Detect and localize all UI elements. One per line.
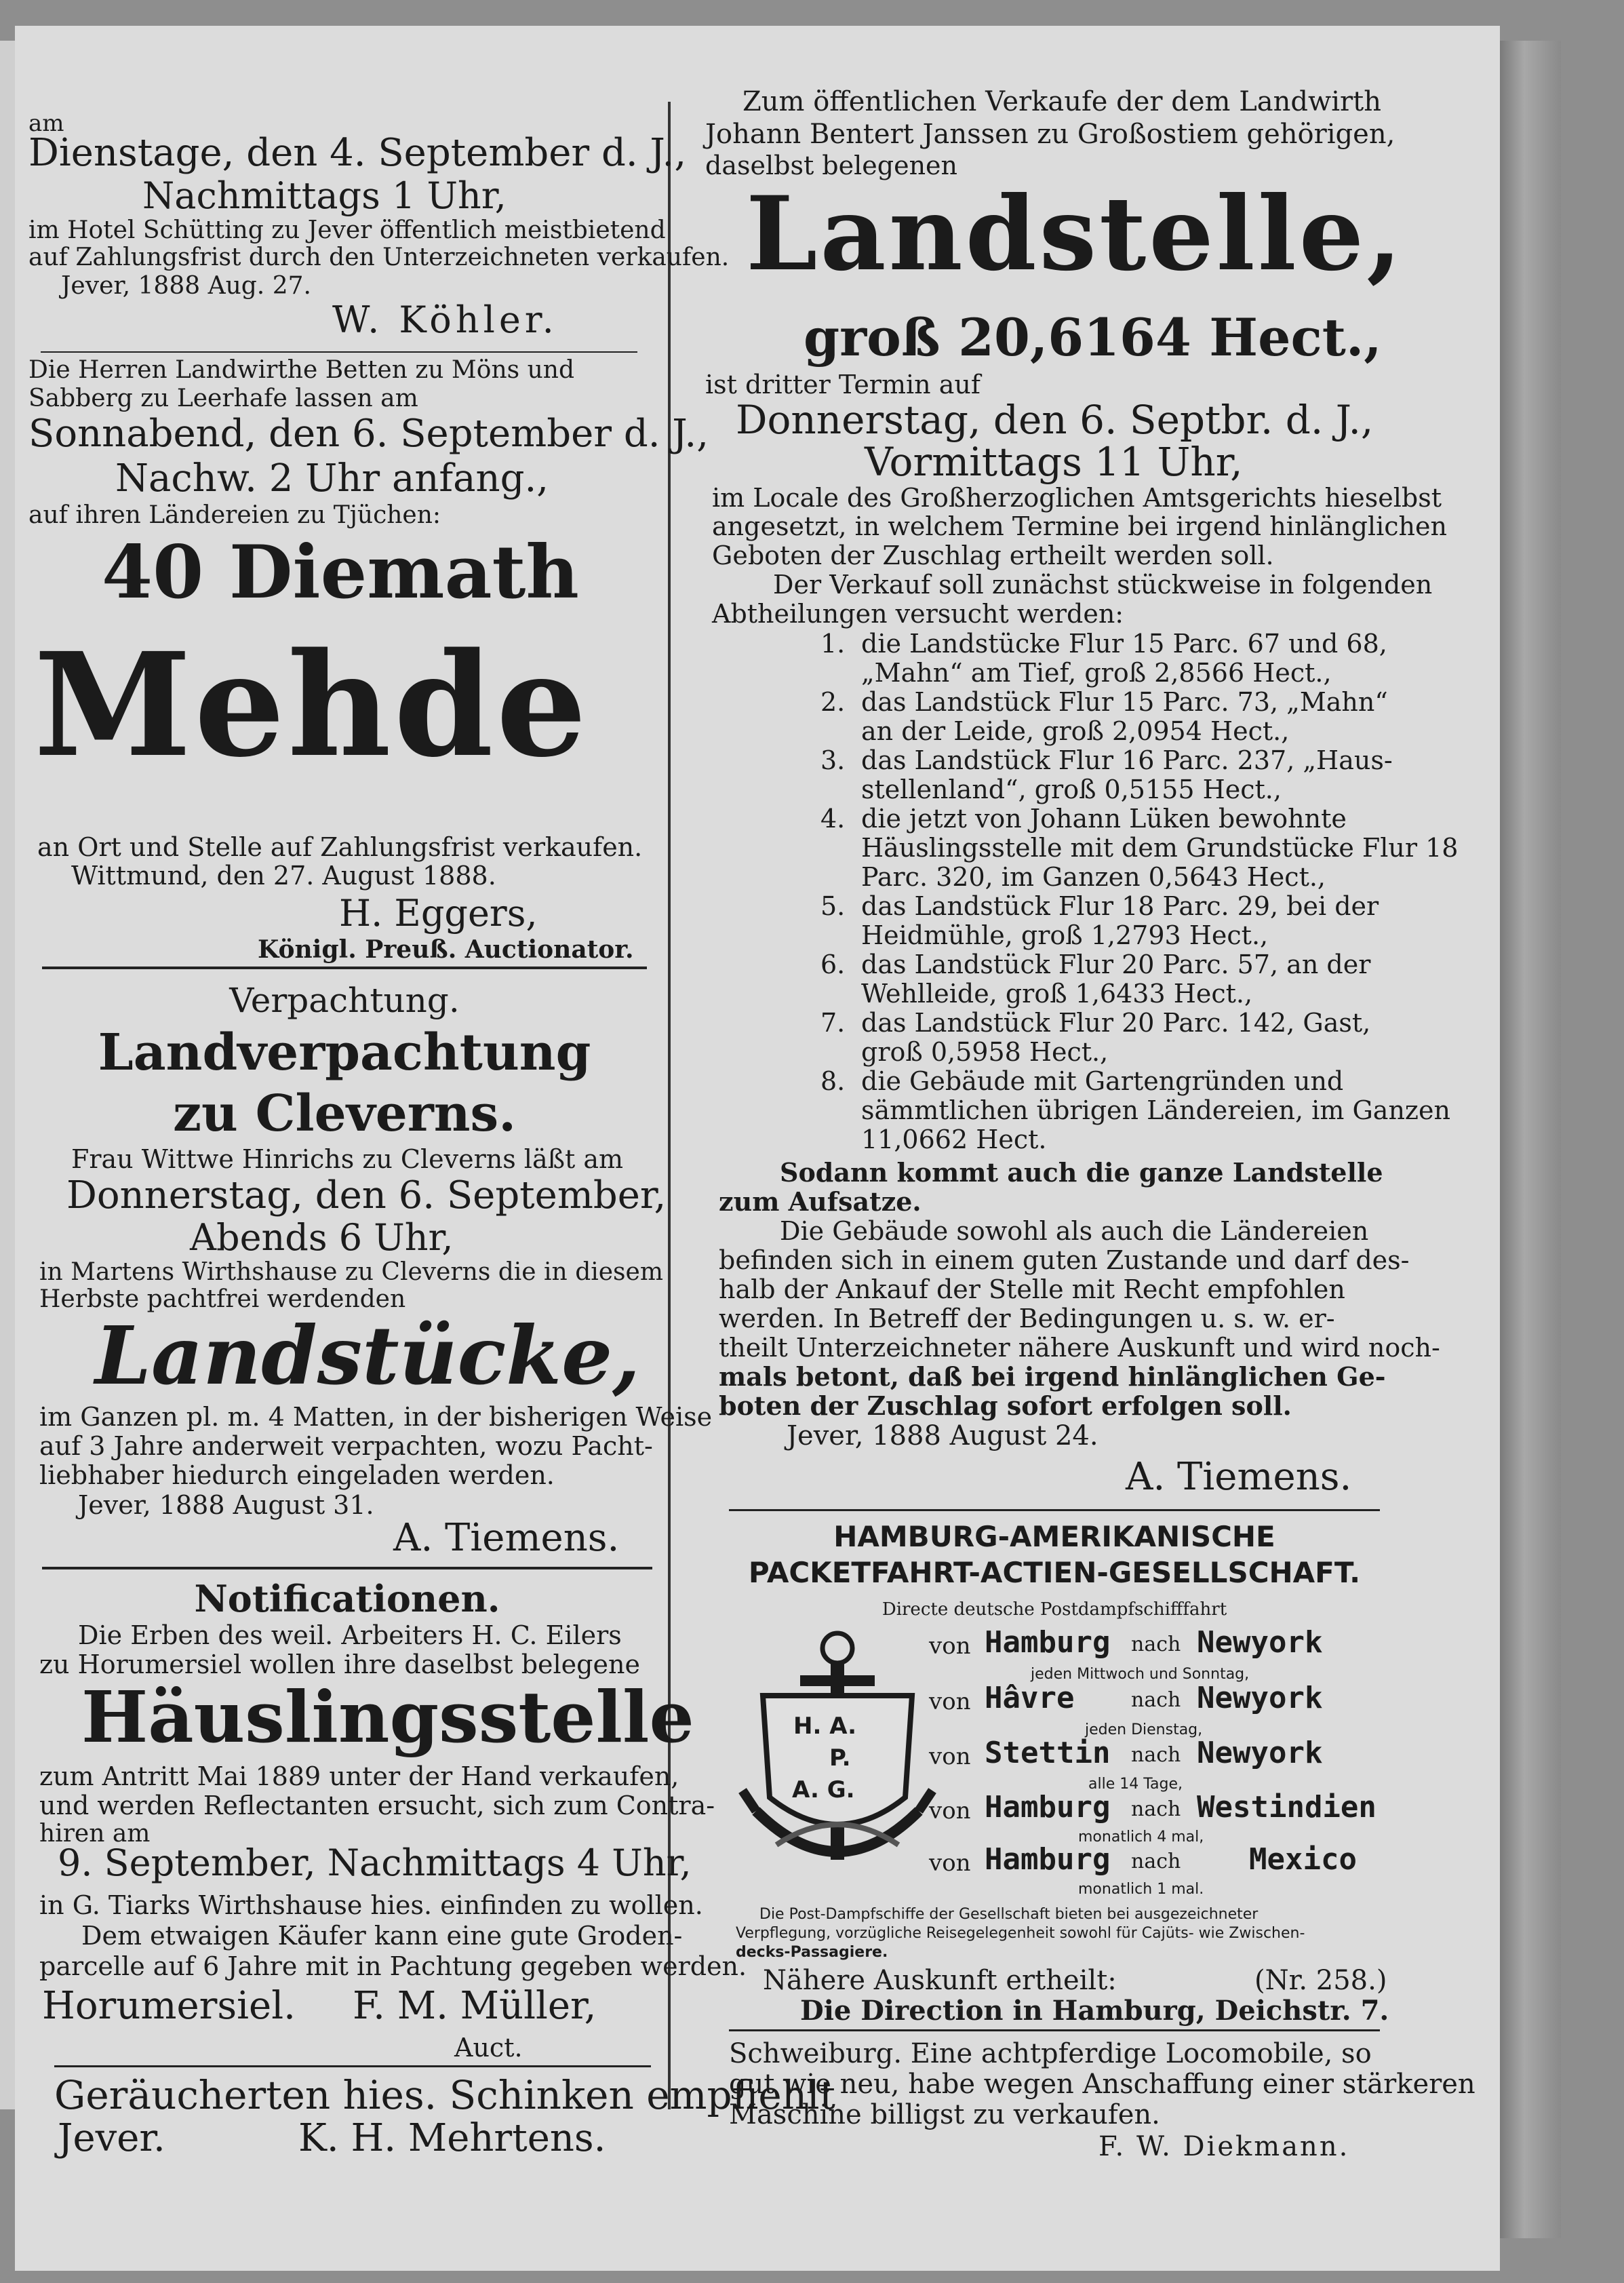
ad-b1-line20: boten der Zuschlag sofort erfolgen soll.: [719, 1390, 1292, 1421]
route-von: von: [929, 1797, 971, 1825]
ad1-line5: auf Zahlungsfrist durch den Unterzeichneten verkaufen.: [28, 243, 730, 271]
ad3-heading: Verpachtung.: [229, 981, 460, 1020]
hapag-footnote-line1: Die Post-Dampfschiffe der Gesellschaft bieten bei ausgezeichneter: [759, 1906, 1259, 1923]
route-from: Hamburg: [985, 1625, 1111, 1660]
ad4-line5: und werden Reflectanten ersucht, sich zum Contra-: [39, 1791, 715, 1820]
route-note: alle 14 Tage,: [1088, 1776, 1183, 1793]
ad2-date: Sonnabend, den 6. September d. J.,: [28, 412, 709, 456]
ad4-place: Horumersiel.: [42, 1984, 296, 2028]
lot-text: stellenland“, groß 0,5155 Hect.,: [861, 775, 1282, 804]
route-to: Westindien: [1197, 1790, 1377, 1825]
lot-number: 5.: [820, 891, 846, 921]
ad-b1-signature: A. Tiemens.: [1126, 1455, 1352, 1499]
lot-number: 2.: [820, 687, 846, 717]
ad-b1-line4: ist dritter Termin auf: [705, 370, 981, 399]
ad2-signature-title: Königl. Preuß. Auctionator.: [258, 935, 634, 964]
route-to: Newyork: [1197, 1736, 1323, 1770]
hapag-title-line2: PACKETFAHRT-ACTIEN-GESELLSCHAFT.: [748, 1556, 1361, 1589]
route-from: Stettin: [985, 1736, 1111, 1770]
separator: [42, 1567, 652, 1569]
ad3-line6: Herbste pachtfrei werdenden: [39, 1285, 406, 1313]
ad3-line9: liebhaber hiedurch eingeladen werden.: [39, 1460, 555, 1490]
emblem-text-ag: A. G.: [792, 1776, 855, 1803]
ad-b1-line16: halb der Ankauf der Stelle mit Recht empfohlen: [719, 1274, 1345, 1304]
ad2-headline-mehde: Mehde: [34, 621, 590, 789]
ad-b3-line2: gut wie neu, habe wegen Anschaffung einer stärkeren: [729, 2069, 1476, 2100]
ad-b1-time: Vormittags 11 Uhr,: [865, 439, 1243, 485]
lot-text: das Landstück Flur 20 Parc. 142, Gast,: [861, 1008, 1371, 1038]
ad2-line6: an Ort und Stelle auf Zahlungsfrist verkaufen.: [37, 832, 643, 862]
route-from: Hamburg: [985, 1842, 1111, 1877]
lot-number: 7.: [820, 1008, 846, 1038]
ad2-time: Nachw. 2 Uhr anfang.,: [115, 456, 549, 501]
ad2-headline-40-diemath: 40 Diemath: [102, 530, 579, 615]
ad-b3-line3: Maschine billigst zu verkaufen.: [729, 2099, 1160, 2130]
ad2-line1: Die Herren Landwirthe Betten zu Möns und: [28, 356, 574, 384]
ad4-line2: Die Erben des weil. Arbeiters H. C. Eilers: [78, 1620, 622, 1650]
adjacent-page-edge: [0, 41, 15, 2109]
ad2-line2: Sabberg zu Leerhafe lassen am: [28, 385, 418, 412]
ad5-place: Jever.: [58, 2116, 165, 2160]
route-from: Hâvre: [985, 1681, 1075, 1715]
hapag-footnote-line3: decks-Passagiere.: [736, 1944, 888, 1961]
ad1-date: Dienstage, den 4. September d. J.,: [28, 131, 687, 175]
ad4-line9: Dem etwaigen Käufer kann eine gute Groden-: [81, 1921, 683, 1951]
separator: [54, 2065, 651, 2067]
ad3-headline-landverpachtung: Landverpachtung: [98, 1023, 591, 1082]
ad-b1-line14: Die Gebäude sowohl als auch die Ländereien: [780, 1216, 1369, 1246]
ad4-heading: Notificationen.: [194, 1577, 500, 1620]
route-nach: nach: [1131, 1850, 1181, 1873]
ad-b1-line15: befinden sich in einem guten Zustande und darf des-: [719, 1245, 1410, 1275]
route-nach: nach: [1131, 1743, 1181, 1767]
route-von: von: [929, 1743, 971, 1770]
lot-text: das Landstück Flur 16 Parc. 237, „Haus-: [861, 745, 1393, 775]
lot-text: 11,0662 Hect.: [861, 1125, 1047, 1154]
ad-b1-line10: Der Verkauf soll zunächst stückweise in folgenden: [773, 570, 1433, 600]
hapag-subtitle: Directe deutsche Postdampfschifffahrt: [882, 1599, 1227, 1620]
ad1-line1: am: [28, 110, 64, 137]
ad4-signature-title: Auct.: [454, 2033, 523, 2063]
ad-b1-date: Donnerstag, den 6. Septbr. d. J.,: [736, 397, 1374, 443]
ad2-place-date: Wittmund, den 27. August 1888.: [71, 861, 496, 891]
ad-b1-line7: im Locale des Großherzoglichen Amtsgerichts hieselbst: [712, 483, 1442, 513]
ad-b3-line1: Schweiburg. Eine achtpferdige Locomobile, so: [729, 2038, 1372, 2069]
separator: [42, 967, 647, 969]
route-note: monatlich 4 mal,: [1078, 1829, 1204, 1846]
ad-b1-area: groß 20,6164 Hect.,: [804, 307, 1382, 368]
ad-b1-line19: mals betont, daß bei irgend hinlänglichen Ge-: [719, 1361, 1386, 1392]
ad4-line6: hiren am: [39, 1820, 151, 1848]
separator: [41, 351, 637, 353]
lot-number: 3.: [820, 745, 846, 775]
route-from: Hamburg: [985, 1790, 1111, 1825]
lot-text: Heidmühle, groß 1,2793 Hect.,: [861, 920, 1269, 950]
lot-text: Häuslingsstelle mit dem Grundstücke Flur 18: [861, 833, 1459, 863]
lot-text: die Gebäude mit Gartengründen und: [861, 1066, 1344, 1096]
ad5-signature: K. H. Mehrtens.: [298, 2116, 606, 2160]
lot-number: 1.: [820, 629, 846, 659]
ad-b1-line3: daselbst belegenen: [705, 151, 958, 180]
route-nach: nach: [1131, 1797, 1181, 1821]
lot-text: sämmtlichen übrigen Ländereien, im Ganzen: [861, 1095, 1450, 1125]
ad-b1-place-date: Jever, 1888 August 24.: [787, 1420, 1098, 1451]
lot-text: groß 0,5958 Hect.,: [861, 1037, 1109, 1067]
route-nach: nach: [1131, 1633, 1181, 1656]
ad3-signature: A. Tiemens.: [393, 1516, 620, 1560]
route-note: jeden Dienstag,: [1085, 1721, 1203, 1738]
emblem-text-ha: H. A.: [793, 1713, 857, 1740]
lot-number: 8.: [820, 1066, 846, 1096]
ad3-headline-landstuecke: Landstücke,: [95, 1308, 641, 1403]
hapag-contact-label: Nähere Auskunft ertheilt:: [763, 1965, 1117, 1996]
ad3-line2: Frau Wittwe Hinrichs zu Cleverns läßt am: [71, 1144, 624, 1174]
hapag-title-line1: HAMBURG-AMERIKANISCHE: [833, 1520, 1275, 1553]
hapag-contact-address: Die Direction in Hamburg, Deichstr. 7.: [800, 1995, 1389, 2027]
ad1-signature: W. Köhler.: [332, 298, 558, 341]
ad1-time: Nachmittags 1 Uhr,: [142, 174, 507, 217]
ad4-line10: parcelle auf 6 Jahre mit in Pachtung gegeben werden.: [39, 1951, 747, 1981]
ad4-signature: F. M. Müller,: [353, 1984, 597, 2028]
ad-b1-line2: Johann Bentert Janssen zu Großostiem gehörigen,: [705, 119, 1395, 150]
ad2-line5: auf ihren Ländereien zu Tjüchen:: [28, 501, 441, 529]
lot-text: das Landstück Flur 18 Parc. 29, bei der: [861, 891, 1379, 921]
separator: [729, 1509, 1380, 1511]
ad3-line7: im Ganzen pl. m. 4 Matten, in der bisherigen Weise: [39, 1402, 713, 1432]
ad3-date: Donnerstag, den 6. September,: [66, 1173, 667, 1217]
ad4-date: 9. September, Nachmittags 4 Uhr,: [58, 1841, 692, 1884]
separator: [729, 2029, 1380, 2031]
ad-b1-line13: zum Aufsatze.: [719, 1186, 922, 1217]
ad-b1-line9: Geboten der Zuschlag ertheilt werden soll.: [712, 541, 1274, 570]
ad-b1-line17: werden. In Betreff der Bedingungen u. s. w. er-: [719, 1304, 1335, 1333]
hapag-ad-number: (Nr. 258.): [1254, 1965, 1387, 1996]
route-von: von: [929, 1633, 971, 1660]
lot-text: das Landstück Flur 20 Parc. 57, an der: [861, 950, 1371, 979]
ad4-line3: zu Horumersiel wollen ihre daselbst belegene: [39, 1650, 640, 1679]
ad3-headline-cleverns: zu Cleverns.: [173, 1085, 516, 1143]
route-note: jeden Mittwoch und Sonntag,: [1031, 1666, 1250, 1683]
emblem-text-p: P.: [829, 1744, 851, 1772]
ad1-line4: im Hotel Schütting zu Jever öffentlich meistbietend: [28, 216, 666, 244]
lot-text: Parc. 320, im Ganzen 0,5643 Hect.,: [861, 862, 1326, 892]
lot-text: die jetzt von Johann Lüken bewohnte: [861, 804, 1347, 834]
ad-b1-line8: angesetzt, in welchem Termine bei irgend hinlänglichen: [712, 511, 1447, 541]
ad-b1-headline-landstelle: Landstelle,: [746, 174, 1405, 294]
ad4-line4: zum Antritt Mai 1889 unter der Hand verkaufen,: [39, 1761, 679, 1791]
ad1-place-date: Jever, 1888 Aug. 27.: [61, 272, 311, 300]
hapag-footnote-line2: Verpflegung, vorzügliche Reisegelegenheit sowohl für Cajüts- wie Zwischen-: [736, 1925, 1305, 1942]
ad-b3-signature: F. W. Diekmann.: [1098, 2131, 1350, 2162]
route-to: Newyork: [1197, 1681, 1323, 1715]
route-nach: nach: [1131, 1688, 1181, 1712]
ad3-time: Abends 6 Uhr,: [190, 1216, 454, 1259]
ad4-headline-haeuslingsstelle: Häuslingsstelle: [81, 1675, 694, 1759]
ad-b1-line1: Zum öffentlichen Verkaufe der dem Landwirth: [742, 86, 1381, 117]
ad5-line1: Geräucherten hies. Schinken empfiehlt: [54, 2072, 835, 2118]
ad-b1-line12: Sodann kommt auch die ganze Landstelle: [780, 1157, 1383, 1188]
lot-number: 4.: [820, 804, 846, 834]
ad3-place-date: Jever, 1888 August 31.: [78, 1490, 374, 1520]
ad3-line8: auf 3 Jahre anderweit verpachten, wozu Pacht-: [39, 1431, 653, 1461]
route-note: monatlich 1 mal.: [1078, 1881, 1204, 1898]
ad-b1-line18: theilt Unterzeichneter nähere Auskunft und wird noch-: [719, 1333, 1440, 1363]
ad-b1-line11: Abtheilungen versucht werden:: [712, 599, 1124, 629]
lot-text: die Landstücke Flur 15 Parc. 67 und 68,: [861, 629, 1387, 659]
route-to: Mexico: [1249, 1842, 1357, 1877]
route-von: von: [929, 1850, 971, 1877]
route-von: von: [929, 1688, 971, 1715]
lot-text: „Mahn“ am Tief, groß 2,8566 Hect.,: [861, 658, 1332, 688]
page-binding-edge: [1500, 41, 1561, 2238]
lot-text: Wehlleide, groß 1,6433 Hect.,: [861, 979, 1253, 1009]
lot-number: 6.: [820, 950, 846, 979]
ad2-signature: H. Eggers,: [339, 892, 538, 935]
ad3-line5: in Martens Wirthshause zu Cleverns die in diesem: [39, 1258, 663, 1286]
lot-text: das Landstück Flur 15 Parc. 73, „Mahn“: [861, 687, 1388, 717]
lot-text: an der Leide, groß 2,0954 Hect.,: [861, 716, 1290, 746]
ad4-line8: in G. Tiarks Wirthshause hies. einfinden zu wollen.: [39, 1890, 703, 1920]
route-to: Newyork: [1197, 1625, 1323, 1660]
